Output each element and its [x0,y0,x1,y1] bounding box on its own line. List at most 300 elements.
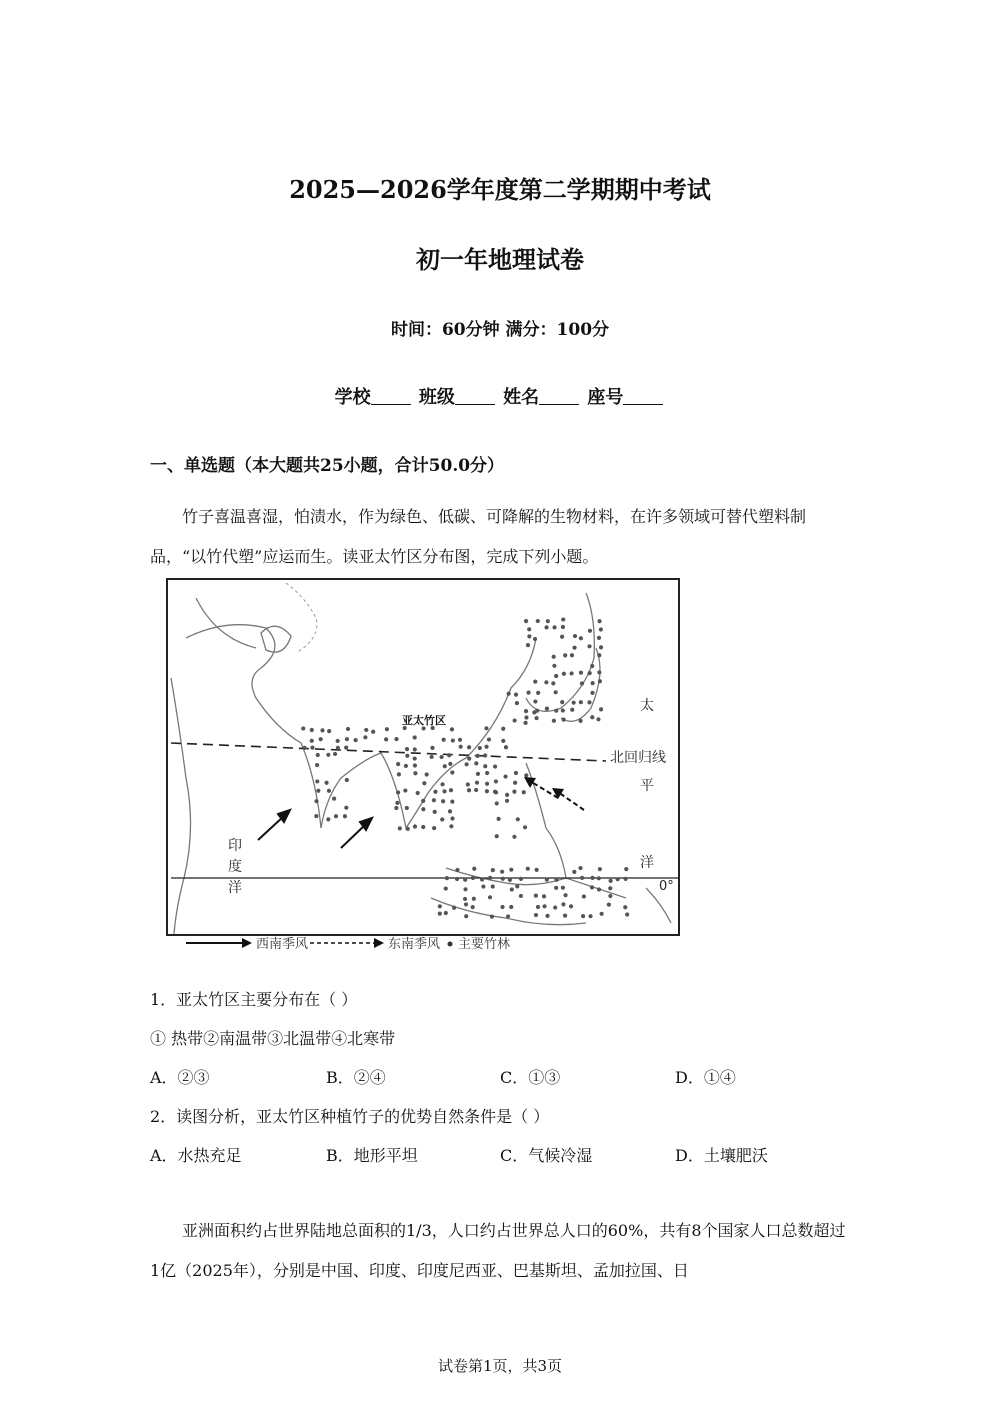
legend-bamboo: 主要竹林 [458,937,511,952]
bamboo-dot [582,894,586,898]
bamboo-dot [438,904,442,908]
bamboo-dot [441,799,445,803]
bamboo-dot [406,827,410,831]
bamboo-dot [524,715,528,719]
bamboo-dot [449,788,453,792]
bamboo-dot [404,764,408,768]
bamboo-dot [590,664,594,668]
bamboo-dot [515,701,519,705]
bamboo-dot [500,905,504,909]
bamboo-dot [599,645,603,649]
map-indian-label-2: 度 [228,859,242,875]
bamboo-dot [484,745,488,749]
bamboo-dot [394,806,398,810]
bamboo-dot [512,835,516,839]
bamboo-dot [587,700,591,704]
bamboo-dot [405,806,409,810]
bamboo-dot [623,877,627,881]
bamboo-dot [450,727,454,731]
bamboo-dot [450,770,454,774]
bamboo-dot [440,755,444,759]
bamboo-dot [546,619,550,623]
map-region-label: 亚太竹区 [402,714,446,727]
bamboo-dot [395,801,399,805]
bamboo-dot [524,619,528,623]
bamboo-dot [476,754,480,758]
bamboo-dot [467,757,471,761]
legend-se-monsoon: 东南季风 [388,937,441,952]
bamboo-dot [316,753,320,757]
bamboo-dot [476,772,480,776]
q2-option-b[interactable]: B．地形平坦 [326,1146,418,1165]
bamboo-dot [334,814,338,818]
question-2-stem: 2．读图分析，亚太竹区种植竹子的优势自然条件是（ ） [150,1107,550,1126]
legend-bamboo-dot [448,942,453,947]
field-seat-label: 座号 [587,387,624,408]
bamboo-dot [332,797,336,801]
bamboo-dot [526,691,530,695]
bamboo-dot [467,745,471,749]
bamboo-dot [494,779,498,783]
bamboo-dot [572,870,576,874]
bamboo-dot [394,737,398,741]
bamboo-dot [319,737,323,741]
bamboo-dot [442,738,446,742]
bamboo-dot [554,878,558,882]
bamboo-dot [588,914,592,918]
bamboo-dot [315,779,319,783]
bamboo-dot [463,878,467,882]
bamboo-dot [430,746,434,750]
bamboo-dot [500,870,504,874]
bamboo-dot [478,746,482,750]
bamboo-dot [599,627,603,631]
bamboo-dot [413,771,417,775]
bamboo-dot [459,745,463,749]
bamboo-dot [512,790,516,794]
bamboo-dot [449,824,453,828]
bamboo-dot [554,690,558,694]
bamboo-dot [579,636,583,640]
bamboo-dot [561,902,565,906]
bamboo-dot [523,721,527,725]
bamboo-dot [553,905,557,909]
exam-subtitle: 初一年地理试卷 [416,245,584,274]
bamboo-dot [569,904,573,908]
bamboo-dot [588,671,592,675]
bamboo-dot [607,903,611,907]
bamboo-dot [506,914,510,918]
bamboo-dot [310,746,314,750]
bamboo-dot [561,886,565,890]
bamboo-dot [430,755,434,759]
bamboo-dot [591,681,595,685]
bamboo-dot [443,764,447,768]
bamboo-dot [590,691,594,695]
bamboo-dot [485,771,489,775]
bamboo-dot [483,764,487,768]
bamboo-dot [464,902,468,906]
bamboo-dot [397,772,401,776]
bamboo-dot [485,789,489,793]
bamboo-dot [508,878,512,882]
bamboo-dot [536,691,540,695]
bamboo-dot [467,788,471,792]
map-pacific-label-2: 平 [640,778,654,794]
bamboo-dot [464,914,468,918]
bamboo-dot [440,782,444,786]
bamboo-dot [509,868,513,872]
q2-option-c[interactable]: C．气候冷湿 [500,1146,593,1165]
field-seat-blank[interactable] [623,386,663,405]
map-indian-label-1: 印 [228,838,242,854]
bamboo-dot [561,708,565,712]
bamboo-dot [495,834,499,838]
bamboo-dot [481,884,485,888]
bamboo-dot [421,799,425,803]
bamboo-dot [597,636,601,640]
bamboo-dot [432,826,436,830]
bamboo-dot [480,877,484,881]
map-equator-label: 0° [659,879,674,894]
question-1-items: ① 热带②南温带③北温带④北寒带 [150,1029,396,1048]
bamboo-dot [581,914,585,918]
bamboo-dot [513,718,517,722]
field-school-label: 学校 [334,387,371,408]
bamboo-dot [432,798,436,802]
bamboo-dot [532,710,536,714]
bamboo-dot [562,718,566,722]
bamboo-dot [608,886,612,890]
bamboo-dot [396,790,400,794]
bamboo-dot [616,877,620,881]
bamboo-dot [364,728,368,732]
bamboo-dot [458,738,462,742]
bamboo-dot [519,894,523,898]
bamboo-dot [513,781,517,785]
bamboo-dot [504,745,508,749]
bamboo-dot [523,825,527,829]
bamboo-dot [578,866,582,870]
bamboo-dot [396,762,400,766]
bamboo-dot [422,781,426,785]
bamboo-dot [450,816,454,820]
bamboo-dot [421,825,425,829]
bamboo-dot [413,763,417,767]
bamboo-dot [413,735,417,739]
bamboo-dot [314,814,318,818]
section-heading: 一、单选题（本大题共25小题，合计50.0分） [150,456,505,476]
bamboo-dot [421,807,425,811]
map-pacific-label-1: 太 [640,698,654,714]
bamboo-dot [475,781,479,785]
bamboo-dot [447,753,451,757]
question-1-stem: 1．亚太竹区主要分布在（ ） [150,990,358,1009]
bamboo-dot [466,782,470,786]
bamboo-dot [490,914,494,918]
bamboo-dot [625,912,629,916]
bamboo-dot [452,906,456,910]
bamboo-dot [552,719,556,723]
bamboo-dot [327,729,331,733]
bamboo-dot [597,619,601,623]
bamboo-dot [544,680,548,684]
bamboo-dot [561,617,565,621]
bamboo-dot [514,771,518,775]
bamboo-dot [413,824,417,828]
passage-bamboo: 竹子喜温喜湿，怕渍水，作为绿色、低碳、可降解的生物材料，在许多领域可替代塑料制品，“以竹代塑”应运而生。读亚太竹区分布图，完成下列小题。 [150,507,807,566]
bamboo-dot [597,887,601,891]
bamboo-dot [384,737,388,741]
bamboo-dot [344,806,348,810]
bamboo-dot [580,681,584,685]
bamboo-dot [563,653,567,657]
bamboo-dot [509,905,513,909]
q1-option-a[interactable]: A．②③ [150,1068,210,1087]
bamboo-dot [535,868,539,872]
bamboo-dot [560,635,564,639]
bamboo-dot [503,774,507,778]
bamboo-dot [534,894,538,898]
bamboo-dot [533,680,537,684]
bamboo-dot [609,879,613,883]
bamboo-dot [444,886,448,890]
bamboo-dot [315,763,319,767]
bamboo-dot [491,868,495,872]
time-score-info: 时间：60分钟 满分：100分 [390,320,610,340]
map-tropic-label: 北回归线 [610,750,666,766]
bamboo-dot [590,715,594,719]
bamboo-dot [327,789,331,793]
bamboo-dot [320,728,324,732]
bamboo-dot [552,625,556,629]
bamboo-dot [536,619,540,623]
bamboo-dot [316,789,320,793]
student-info-fields [0,383,1000,409]
bamboo-dot [572,646,576,650]
field-class-label: 班级 [418,387,455,408]
bamboo-dot [534,716,538,720]
bamboo-dot [336,739,340,743]
bamboo-dot [344,746,348,750]
bamboo-dot [505,793,509,797]
bamboo-dot [472,867,476,871]
bamboo-dot [515,884,519,888]
bamboo-dot [510,887,514,891]
bamboo-dot [483,753,487,757]
bamboo-dot [554,709,558,713]
bamboo-dot [598,679,602,683]
bamboo-dot [345,737,349,741]
bamboo-dot [501,877,505,881]
bamboo-dot [554,674,558,678]
bamboo-dot [485,782,489,786]
bamboo-dot [302,746,306,750]
bamboo-dot [455,868,459,872]
bamboo-dot [445,876,449,880]
bamboo-dot [514,693,518,697]
bamboo-dot [597,670,601,674]
bamboo-dot [333,752,337,756]
bamboo-dot [314,799,318,803]
bamboo-dot [526,643,530,647]
bamboo-dot [587,644,591,648]
bamboo-dot [405,747,409,751]
bamboo-dot [448,762,452,766]
q1-option-c[interactable]: C．①③ [500,1068,561,1087]
bamboo-dot [491,884,495,888]
bamboo-dot [451,738,455,742]
bamboo-dot [488,876,492,880]
bamboo-dot [608,894,612,898]
bamboo-dot [563,893,567,897]
bamboo-dot [580,876,584,880]
bamboo-dot [551,681,555,685]
bamboo-dot [570,653,574,657]
bamboo-dot [455,877,459,881]
bamboo-dot [534,913,538,917]
bamboo-dot [433,790,437,794]
bamboo-dot [599,707,603,711]
bamboo-dot [579,700,583,704]
bamboo-dot [433,810,437,814]
bamboo-dot [442,789,446,793]
bamboo-dot [385,727,389,731]
bamboo-dot [526,867,530,871]
bamboo-dot [416,791,420,795]
bamboo-dot [310,739,314,743]
map-pacific-label-3: 洋 [640,855,654,871]
bamboo-dot [403,788,407,792]
bamboo-dot [536,905,540,909]
bamboo-dot [533,637,537,641]
bamboo-dot [463,897,467,901]
bamboo-dot [516,817,520,821]
bamboo-dot [588,629,592,633]
bamboo-dot [444,911,448,915]
q2-option-d[interactable]: D．土壤肥沃 [675,1146,768,1165]
bamboo-dot [326,753,330,757]
bamboo-dot [542,894,546,898]
bamboo-dot [474,788,478,792]
bamboo-dot [438,912,442,916]
bamboo-dot [524,773,528,777]
bamboo-dot [472,897,476,901]
bamboo-dot [371,730,375,734]
bamboo-dot [363,735,367,739]
bamboo-dot [345,778,349,782]
bamboo-dot [326,817,330,821]
bamboo-dot [527,634,531,638]
bamboo-dot [572,701,576,705]
bamboo-dot [488,895,492,899]
bamboo-dot [562,672,566,676]
bamboo-dot [496,817,500,821]
q1-option-b[interactable]: B．②④ [326,1068,386,1087]
bamboo-dot [524,709,528,713]
bamboo-dot [505,799,509,803]
bamboo-dot [533,699,537,703]
bamboo-dot [597,876,601,880]
bamboo-dot [440,817,444,821]
bamboo-dot [413,747,417,751]
bamboo-dot [569,671,573,675]
bamboo-dot [425,772,429,776]
bamboo-dot [471,905,475,909]
bamboo-dot [560,700,564,704]
bamboo-dot [450,800,454,804]
bamboo-dot [598,867,602,871]
bamboo-dot [354,738,358,742]
bamboo-dot [493,764,497,768]
bamboo-dot [579,671,583,675]
bamboo-dot [501,739,505,743]
bamboo-dot [552,655,556,659]
bamboo-dot [600,912,604,916]
bamboo-dot [573,634,577,638]
bamboo-dot [542,904,546,908]
map-indian-label-3: 洋 [228,880,242,896]
bamboo-dot [545,707,549,711]
bamboo-dot [545,878,549,882]
asia-pacific-bamboo-map [166,578,680,936]
bamboo-dot [310,728,314,732]
bamboo-dot [522,790,526,794]
bamboo-dot [343,814,347,818]
bamboo-dot [474,761,478,765]
bamboo-dot [519,877,523,881]
bamboo-dot [527,627,531,631]
bamboo-dot [464,762,468,766]
bamboo-dot [596,717,600,721]
bamboo-dot [405,754,409,758]
bamboo-dot [346,727,350,731]
bamboo-dot [544,625,548,629]
q2-option-a[interactable]: A．水热充足 [150,1146,242,1165]
bamboo-dot [507,692,511,696]
bamboo-dot [471,876,475,880]
bamboo-dot [552,664,556,668]
bamboo-dot [413,756,417,760]
field-school-blank[interactable] [371,386,411,405]
bamboo-dot [554,886,558,890]
field-name-blank[interactable] [539,386,579,405]
bamboo-dot [463,887,467,891]
q1-option-d[interactable]: D．①④ [675,1068,736,1087]
bamboo-dot [590,876,594,880]
bamboo-dot [623,905,627,909]
bamboo-dot [448,809,452,813]
bamboo-dot [561,625,565,629]
bamboo-dot [398,826,402,830]
bamboo-dot [336,746,340,750]
bamboo-dot [597,653,601,657]
bamboo-dot [494,790,498,794]
bamboo-dot [563,914,567,918]
field-class-blank[interactable] [455,386,495,405]
bamboo-dot [545,914,549,918]
bamboo-dot [590,885,594,889]
passage-asia-population: 亚洲面积约占世界陆地总面积的1/3，人口约占世界总人口的60%，共有8个国家人口总数超过1亿（2025年），分别是中国、印度、印度尼西亚、巴基斯坦、孟加拉国、日 [150,1221,846,1280]
bamboo-dot [624,867,628,871]
bamboo-dot [578,719,582,723]
bamboo-dot [301,726,305,730]
bamboo-dot [324,781,328,785]
page-footer: 试卷第1页，共3页 [437,1357,563,1375]
bamboo-dot [501,727,505,731]
bamboo-dot [495,801,499,805]
bamboo-dot [487,737,491,741]
